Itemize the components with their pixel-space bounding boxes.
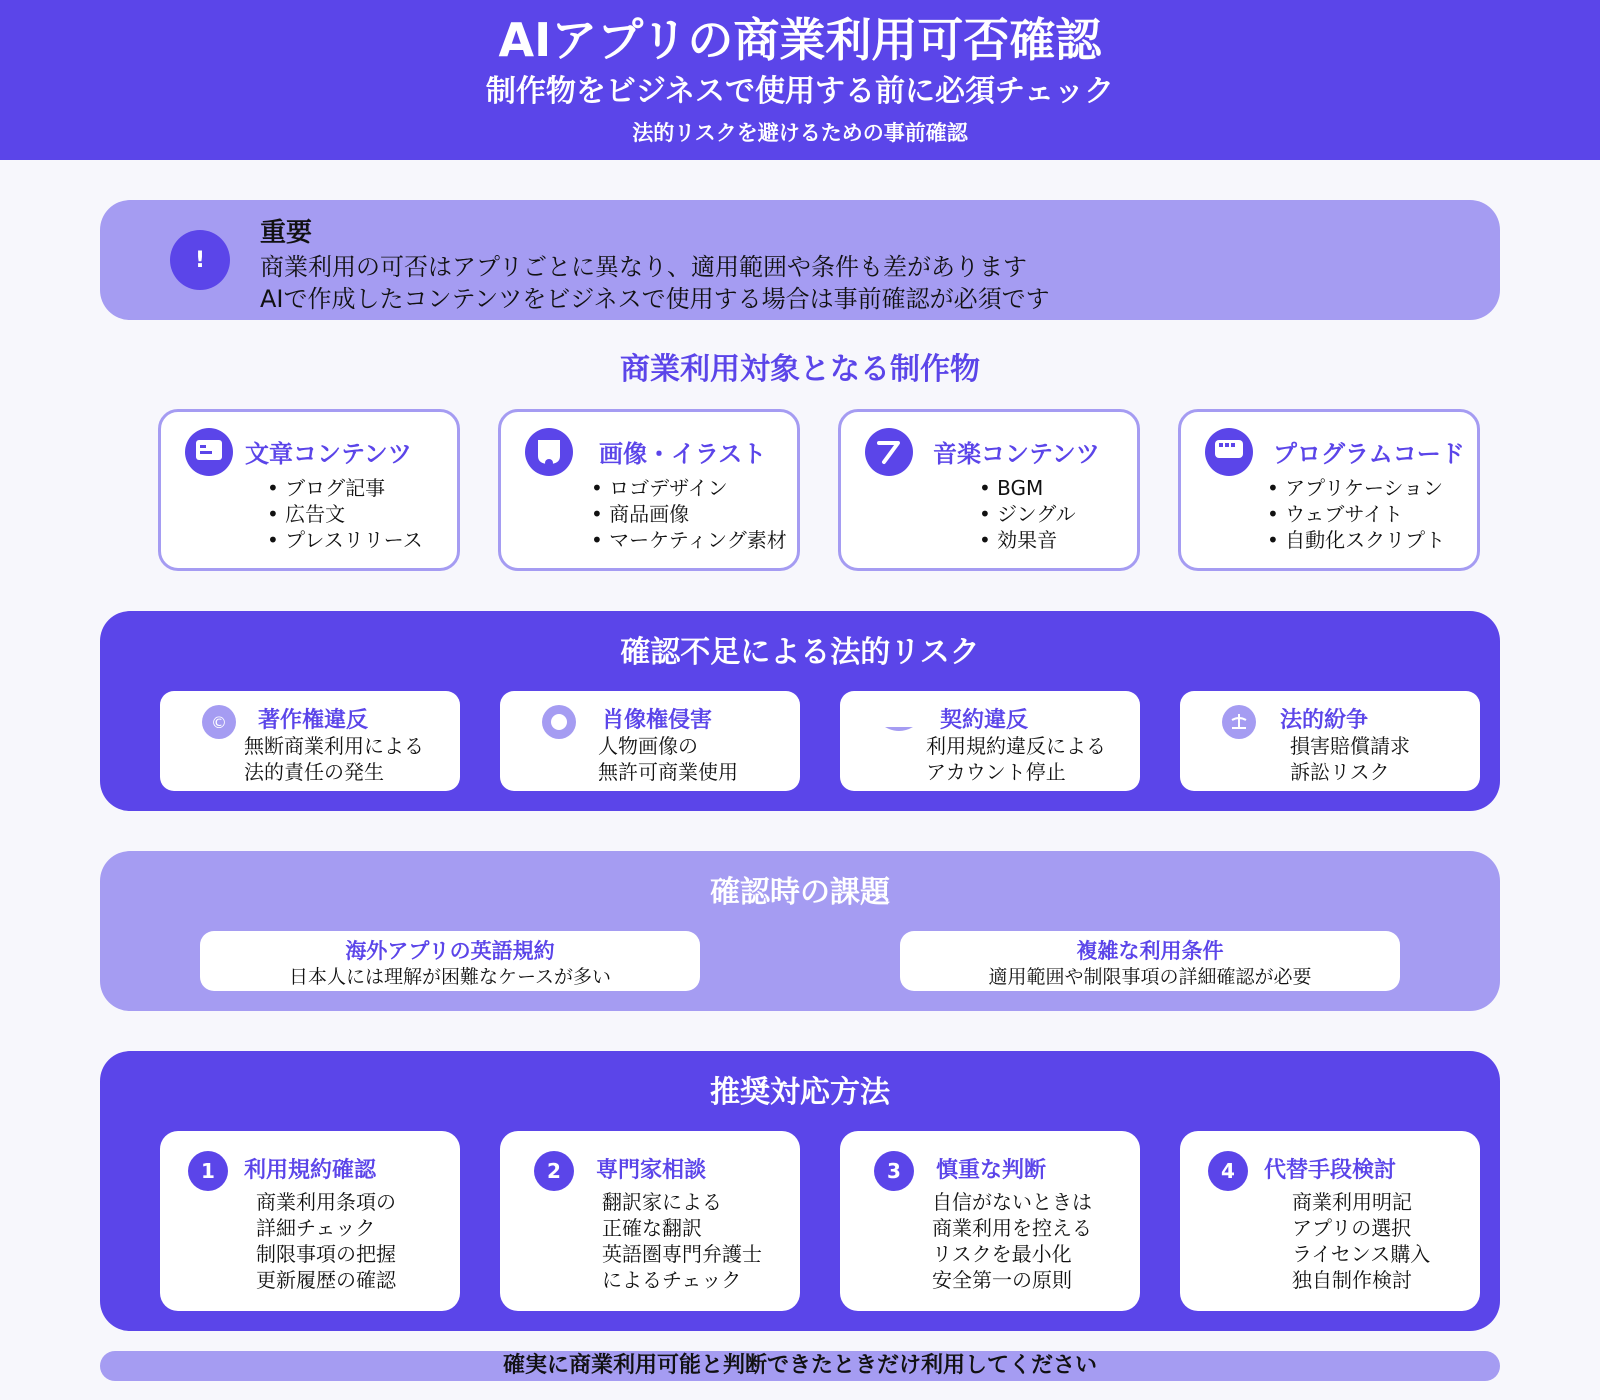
step-number-badge: 1	[188, 1151, 228, 1191]
recommendation-card	[160, 1131, 460, 1311]
notice-title: 重要	[260, 218, 313, 248]
risk-desc-line: 人物画像の	[598, 734, 698, 758]
notice-line: 商業利用の可否はアプリごとに異なり、適用範囲や条件も差があります	[260, 253, 1028, 281]
risks-heading: 確認不足による法的リスク	[620, 635, 980, 670]
list-item: • 広告文	[267, 501, 423, 527]
challenges-heading: 確認時の課題	[710, 875, 890, 910]
music-icon	[865, 428, 913, 476]
step-number-badge: 3	[874, 1151, 914, 1191]
recommendations-section	[100, 1051, 1500, 1331]
risk-desc-line: 訴訟リスク	[1290, 760, 1390, 784]
recommendation-title: 専門家相談	[596, 1158, 707, 1183]
challenge-desc: 適用範囲や制限事項の詳細確認が必要	[988, 966, 1312, 988]
list-item: 正確な翻訳	[602, 1216, 702, 1240]
list-item: 安全第一の原則	[932, 1268, 1072, 1292]
list-item: • 効果音	[979, 527, 1076, 553]
recommendation-list	[602, 1189, 762, 1293]
risk-card-title: 著作権違反	[258, 708, 369, 733]
page-title: AIアプリの商業利用可否確認	[498, 13, 1102, 67]
list-item: 独自制作検討	[1292, 1268, 1412, 1292]
list-item: • プレスリリース	[267, 527, 423, 553]
list-item: アプリの選択	[1292, 1216, 1412, 1240]
list-item: ライセンス購入	[1292, 1242, 1431, 1266]
risk-card-desc	[598, 733, 738, 785]
list-item: 詳細チェック	[256, 1216, 376, 1240]
code-icon	[1205, 428, 1253, 476]
list-item: • ジングル	[979, 501, 1076, 527]
product-card-title: プログラムコード	[1273, 440, 1465, 468]
list-item: 英語圏専門弁護士	[602, 1242, 762, 1266]
list-item: • 自動化スクリプト	[1267, 527, 1445, 553]
footer-note: 確実に商業利用可能と判断できたときだけ利用してください	[100, 1351, 1500, 1381]
challenges-section	[100, 851, 1500, 1011]
risks-section	[100, 611, 1500, 811]
list-item: 商業利用を控える	[932, 1216, 1092, 1240]
recommendation-list	[1292, 1189, 1430, 1293]
list-item: によるチェック	[602, 1268, 742, 1292]
list-item: • マーケティング素材	[591, 527, 787, 553]
challenge-desc: 日本人には理解が困難なケースが多い	[288, 966, 612, 988]
risk-card-copyright	[160, 691, 460, 791]
copyright-icon: ©	[202, 705, 236, 739]
list-item: 翻訳家による	[602, 1190, 722, 1214]
risk-desc-line: アカウント停止	[926, 760, 1066, 784]
list-item: • ウェブサイト	[1267, 501, 1445, 527]
recommendation-card	[500, 1131, 800, 1311]
list-item: 自信がないときは	[932, 1190, 1092, 1214]
recommendation-card	[840, 1131, 1140, 1311]
risk-card-title: 契約違反	[940, 708, 1029, 733]
product-card-list	[1267, 475, 1445, 553]
important-notice	[100, 200, 1500, 320]
product-card-list	[979, 475, 1076, 553]
product-card-code	[1178, 409, 1480, 571]
risk-card-portrait	[500, 691, 800, 791]
product-card-title: 文章コンテンツ	[245, 440, 412, 468]
challenge-title: 複雑な利用条件	[1076, 939, 1224, 963]
risk-desc-line: 利用規約違反による	[926, 734, 1106, 758]
list-item: 制限事項の把握	[256, 1242, 396, 1266]
product-card-title: 画像・イラスト	[599, 440, 767, 468]
list-item: • ロゴデザイン	[591, 475, 787, 501]
page-header	[0, 0, 1600, 160]
challenge-title: 海外アプリの英語規約	[345, 939, 555, 963]
product-card-image	[498, 409, 800, 571]
notice-line: AIで作成したコンテンツをビジネスで使用する場合は事前確認が必須です	[260, 285, 1050, 313]
recommendation-title: 代替手段検討	[1264, 1158, 1397, 1183]
risk-card-desc	[244, 733, 424, 785]
portrait-icon	[542, 705, 576, 739]
list-item: • アプリケーション	[1267, 475, 1445, 501]
recommendation-title: 慎重な判断	[936, 1158, 1047, 1183]
challenge-card	[900, 931, 1400, 991]
risk-card-desc	[926, 733, 1106, 785]
list-item: リスクを最小化	[932, 1242, 1072, 1266]
product-card-title: 音楽コンテンツ	[933, 440, 1100, 468]
recommendations-heading: 推奨対応方法	[710, 1075, 890, 1110]
recommendation-list	[932, 1189, 1092, 1293]
recommendation-list	[256, 1189, 396, 1293]
image-icon	[525, 428, 573, 476]
exclamation-icon: !	[170, 230, 230, 290]
list-item: • BGM	[979, 475, 1076, 501]
risk-desc-line: 無断商業利用による	[244, 734, 424, 758]
list-item: 商業利用条項の	[256, 1190, 396, 1214]
document-icon	[185, 428, 233, 476]
page-tagline: 法的リスクを避けるための事前確認	[632, 121, 968, 145]
recommendation-card	[1180, 1131, 1480, 1311]
risk-card-desc	[1290, 733, 1410, 785]
step-number-badge: 4	[1208, 1151, 1248, 1191]
risk-card-contract	[840, 691, 1140, 791]
list-item: • ブログ記事	[267, 475, 423, 501]
scales-icon	[1222, 705, 1256, 739]
risk-card-title: 法的紛争	[1280, 708, 1369, 733]
list-item: • 商品画像	[591, 501, 787, 527]
product-card-music	[838, 409, 1140, 571]
list-item: 更新履歴の確認	[256, 1268, 396, 1292]
risk-desc-line: 法的責任の発生	[244, 760, 384, 784]
risk-card-title: 肖像権侵害	[602, 708, 713, 733]
products-heading: 商業利用対象となる制作物	[620, 352, 980, 387]
product-card-list	[591, 475, 787, 553]
product-card-text	[158, 409, 460, 571]
risk-desc-line: 損害賠償請求	[1290, 734, 1410, 758]
risk-desc-line: 無許可商業使用	[598, 760, 738, 784]
step-number-badge: 2	[534, 1151, 574, 1191]
contract-icon	[882, 705, 916, 739]
recommendation-title: 利用規約確認	[244, 1158, 377, 1183]
page-subtitle: 制作物をビジネスで使用する前に必須チェック	[485, 74, 1115, 109]
challenge-card	[200, 931, 700, 991]
risk-card-dispute	[1180, 691, 1480, 791]
product-card-list	[267, 475, 423, 553]
list-item: 商業利用明記	[1292, 1190, 1412, 1214]
